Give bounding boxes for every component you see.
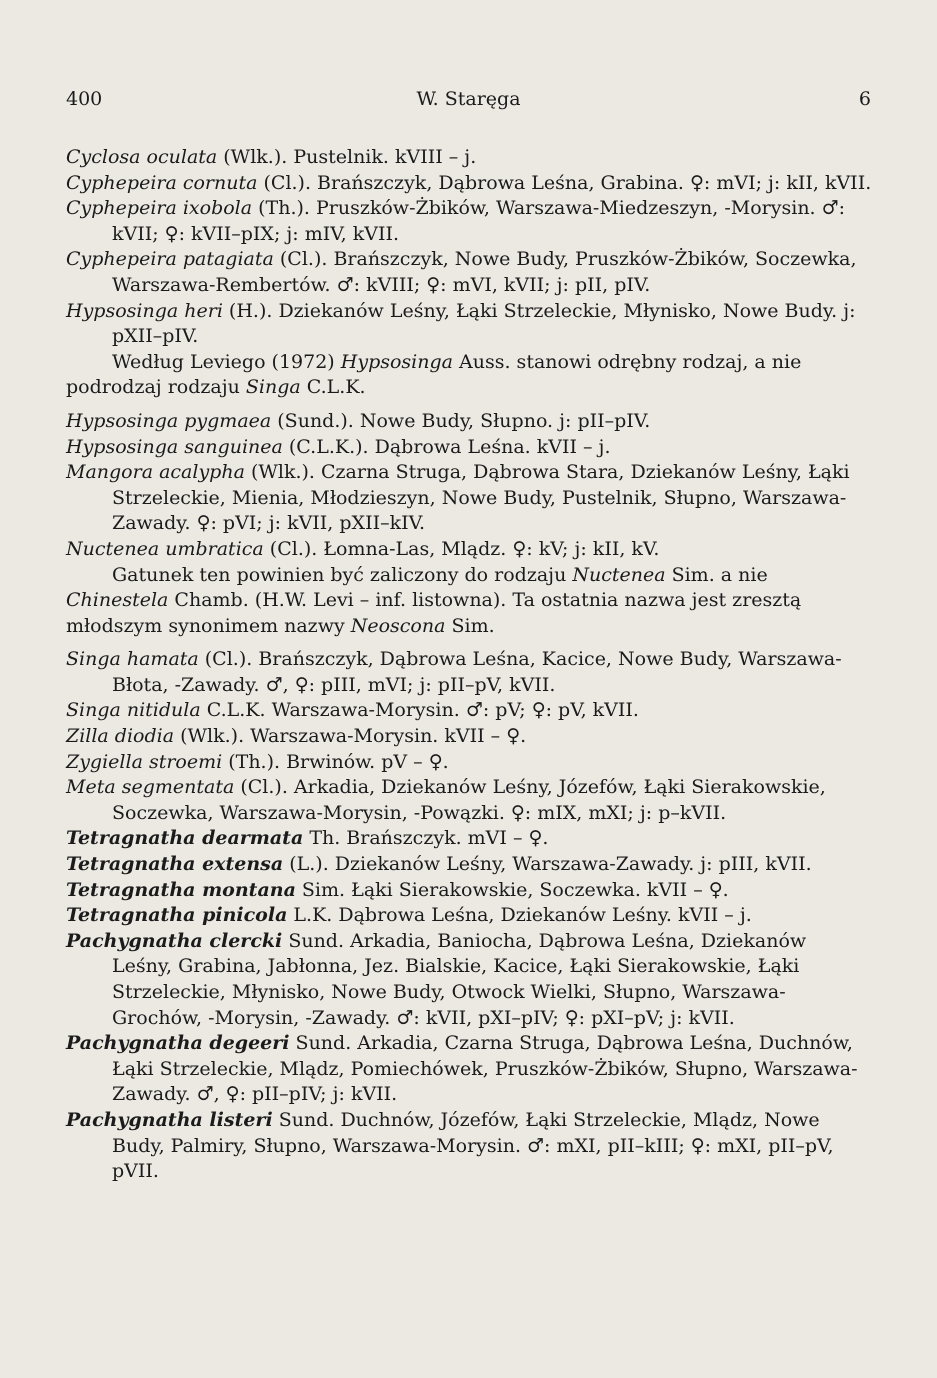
species-name: Tetragnatha montana — [66, 878, 296, 901]
page-number: 400 — [66, 88, 103, 110]
species-details: C.L.K. Warszawa-Morysin. ♂: pV; ♀: pV, kVII. — [200, 699, 639, 722]
species-details: (Cl.). Brańszczyk, Dąbrowa Leśna, Kacice, Nowe Budy, Warszawa-Błota, -Zawady. ♂, ♀: pIII, mVI; j: pII–pV, kVII. — [112, 648, 842, 696]
species-entry — [66, 698, 872, 724]
species-name: Hypsosinga pygmaea — [66, 409, 272, 432]
species-details: (Cl.). Arkadia, Dziekanów Leśny, Józefów, Łąki Sierakowskie, Soczewka, Warszawa-Morysin, -Powązki. ♀: mIX, mXI; j: p–kVII. — [112, 776, 826, 824]
species-details: (H.). Dziekanów Leśny, Łąki Strzeleckie, Młynisko, Nowe Budy. j: pXII–pIV. — [112, 299, 856, 348]
species-entry — [66, 196, 872, 247]
species-entry — [66, 409, 872, 435]
species-entry — [66, 171, 872, 197]
species-name: Hypsosinga sanguinea — [66, 435, 283, 458]
species-entry — [66, 435, 872, 461]
species-details: (L.). Dziekanów Leśny, Warszawa-Zawady. j: pIII, kVII. — [283, 853, 812, 876]
species-name: Singa nitidula — [66, 699, 201, 722]
species-name: Pachygnatha listeri — [66, 1108, 273, 1131]
species-name: Tetragnatha pinicola — [66, 904, 288, 927]
species-entry — [66, 1108, 872, 1185]
genus-name: Hypsosinga — [340, 350, 453, 373]
genus-name: Singa — [245, 376, 301, 399]
species-name: Hypsosinga heri — [66, 299, 223, 322]
species-entry — [66, 247, 872, 298]
species-name: Meta segmentata — [66, 776, 235, 799]
species-name: Cyphepeira cornuta — [66, 171, 258, 194]
species-details: (C.L.K.). Dąbrowa Leśna. kVII – j. — [282, 435, 611, 458]
species-entry — [66, 145, 872, 171]
species-details: Sim. Łąki Sierakowskie, Soczewka. kVII – ♀. — [295, 878, 729, 901]
species-details: Sund. Duchnów, Józefów, Łąki Strzeleckie, Mlądz, Nowe Budy, Palmiry, Słupno, Warszawa-Morysin. ♂: mXI, pII–kIII; ♀: mXI, pII–pV, pVII. — [112, 1108, 834, 1183]
species-name: Cyphepeira patagiata — [66, 248, 274, 271]
species-details: (Cl.). Brańszczyk, Nowe Budy, Pruszków-Żbików, Soczewka, Warszawa-Rembertów. ♂: kVIII; ♀: mVI, kVII; j: pII, pIV. — [112, 248, 857, 296]
species-name: Zilla diodia — [66, 725, 175, 748]
species-entry — [66, 724, 872, 750]
species-details: Sund. Arkadia, Czarna Struga, Dąbrowa Leśna, Duchnów, Łąki Strzeleckie, Mlądz, Pomiechówek, Pruszków-Żbików, Słupno, Warszawa-Zawady. ♂, ♀: pII–pIV; j: kVII. — [112, 1032, 858, 1106]
species-entry — [66, 903, 872, 929]
section-mark: 6 — [858, 88, 871, 110]
taxonomic-note: Według Leviego (1972) Hypsosinga Auss. stanowi odrębny rodzaj, a nie podrodzaj rodzaju Singa C.L.K. — [66, 350, 802, 399]
species-details: (Th.). Pruszków-Żbików, Warszawa-Miedzeszyn, -Morysin. ♂: kVII; ♀: kVII–pIX; j: mIV, kVII. — [112, 197, 846, 245]
running-title: W. Staręga — [416, 88, 521, 110]
species-entry — [66, 775, 872, 826]
genus-name: Neoscona — [350, 614, 446, 637]
genus-name: Chinestela — [66, 589, 169, 612]
taxonomic-note: Gatunek ten powinien być zaliczony do rodzaju Nuctenea Sim. a nie Chinestela Chamb. (H.W. Levi – inf. listowna). Ta ostatnia nazwa jest zresztą młodszym synonimem nazwy Neoscona Sim. — [66, 563, 802, 637]
species-details: L.K. Dąbrowa Leśna, Dziekanów Leśny. kVII – j. — [287, 904, 752, 927]
species-entry — [66, 1031, 872, 1108]
species-details: (Sund.). Nowe Budy, Słupno. j: pII–pIV. — [271, 409, 651, 432]
species-entry — [66, 299, 872, 350]
species-name: Cyclosa oculata — [66, 146, 218, 168]
species-entry — [66, 750, 872, 776]
species-entry — [66, 537, 872, 563]
species-name: Cyphepeira ixobola — [66, 197, 253, 220]
species-details: (Wlk.). Warszawa-Morysin. kVII – ♀. — [174, 725, 527, 748]
species-details: (Th.). Brwinów. pV – ♀. — [222, 750, 449, 773]
species-details: Sund. Arkadia, Baniocha, Dąbrowa Leśna, Dziekanów Leśny, Grabina, Jabłonna, Jez. Bialskie, Kacice, Łąki Sierakowskie, Łąki Strzeleckie, Młynisko, Nowe Budy, Otwock Wielki, Słupno, Warszawa-Grochów, -Morysin, -Zawady. ♂: kVII, pXI–pIV; ♀: pXI–pV; j: kVII. — [112, 929, 807, 1029]
species-entry — [66, 826, 872, 852]
species-name: Pachygnatha degeeri — [66, 1032, 290, 1055]
species-name: Mangora acalypha — [66, 461, 245, 484]
species-entry — [66, 852, 872, 878]
species-entry — [66, 878, 872, 904]
species-name: Nuctenea umbratica — [66, 537, 264, 560]
species-details: (Wlk.). Czarna Struga, Dąbrowa Stara, Dziekanów Leśny, Łąki Strzeleckie, Mienia, Młodzieszyn, Nowe Budy, Pustelnik, Słupno, Warszawa-Zawady. ♀: pVI; j: kVII, pXII–kIV. — [112, 461, 850, 535]
species-details: Th. Brańszczyk. mVI – ♀. — [303, 827, 549, 850]
genus-name: Nuctenea — [572, 563, 666, 586]
species-details: (Cl.). Brańszczyk, Dąbrowa Leśna, Grabina. ♀: mVI; j: kII, kVII. — [257, 171, 872, 194]
species-details: (Cl.). Łomna-Las, Mlądz. ♀: kV; j: kII, kV. — [263, 537, 660, 560]
species-name: Pachygnatha clercki — [66, 929, 283, 952]
species-list — [66, 145, 872, 1185]
page-header — [66, 88, 871, 110]
species-entry — [66, 929, 872, 1031]
species-name: Zygiella stroemi — [66, 750, 223, 773]
species-details: (Wlk.). Pustelnik. kVIII – j. — [217, 146, 477, 168]
species-name: Tetragnatha dearmata — [66, 827, 304, 850]
species-name: Singa hamata — [66, 648, 199, 671]
species-entry — [66, 647, 872, 698]
species-entry — [66, 460, 872, 537]
species-name: Tetragnatha extensa — [66, 853, 284, 876]
